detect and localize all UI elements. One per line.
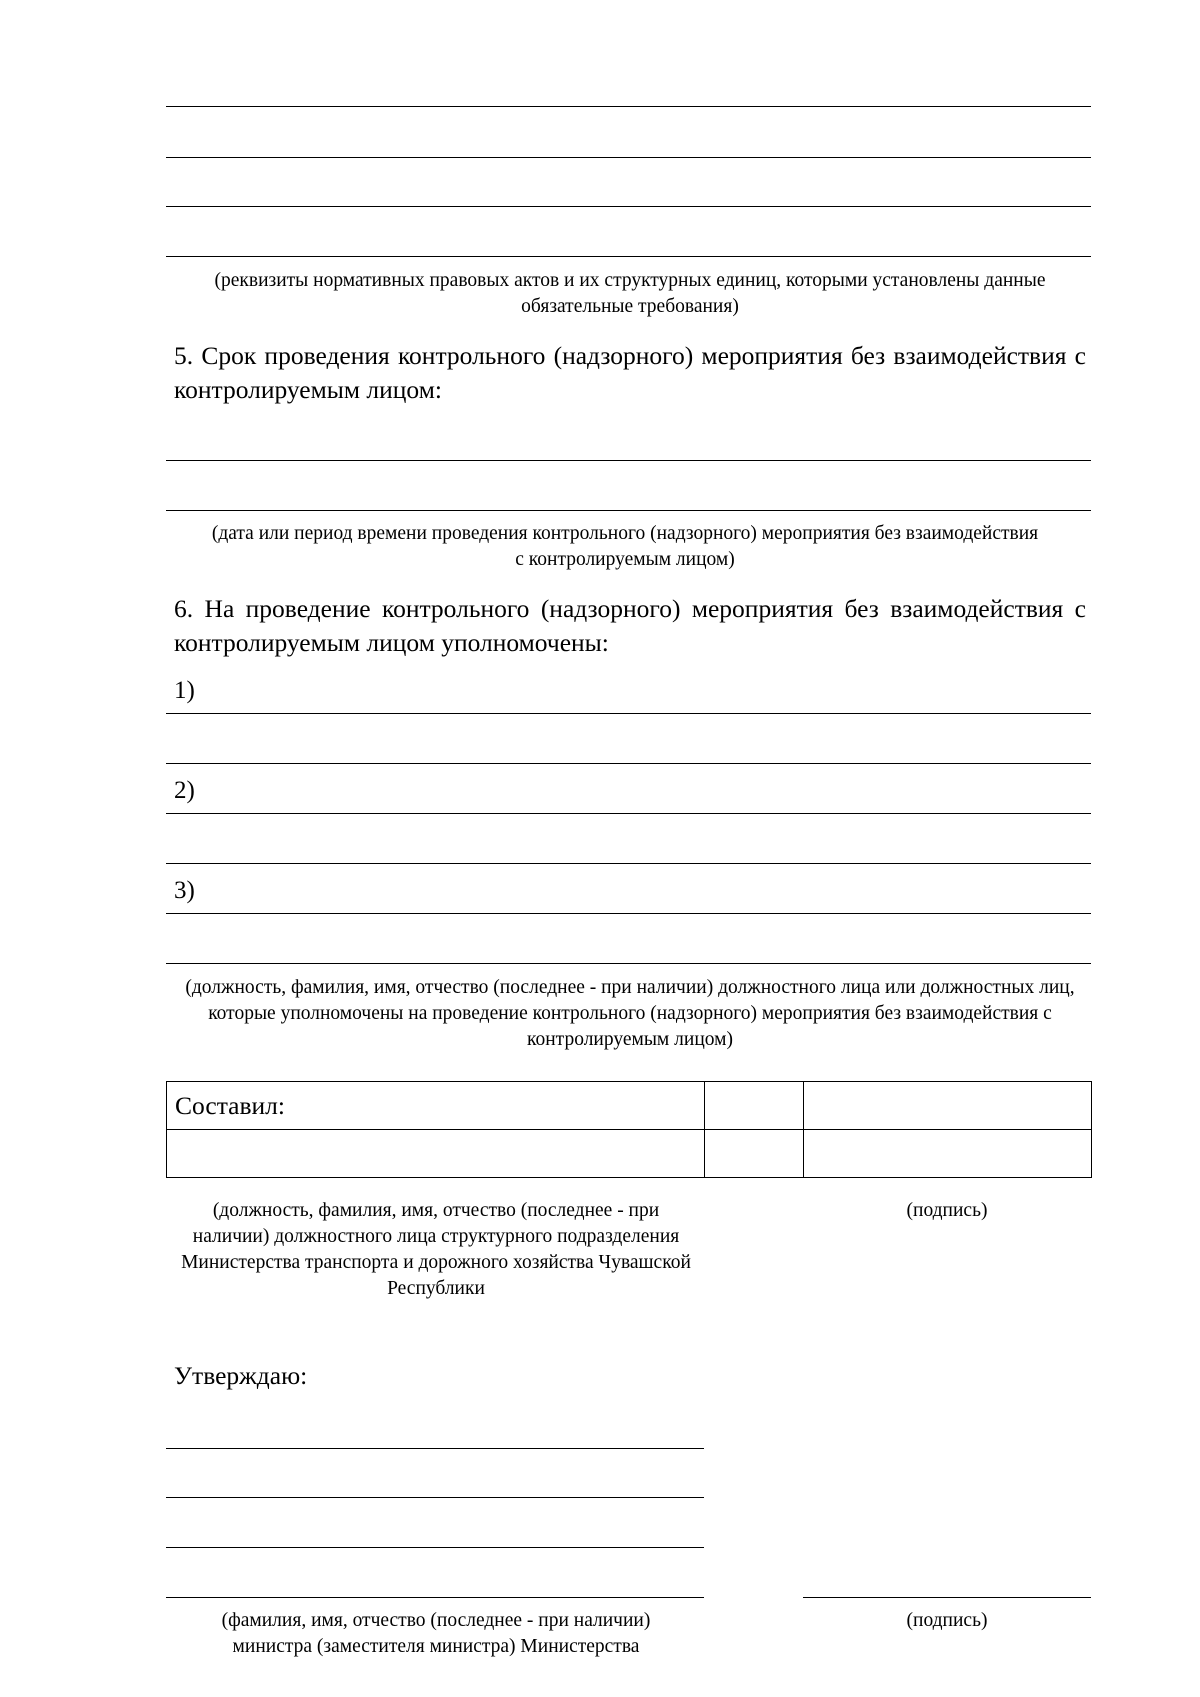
- authorized-item-3-number: 3): [174, 877, 195, 904]
- blank-line[interactable]: [166, 157, 1091, 158]
- approve-label: Утверждаю:: [174, 1361, 308, 1390]
- compiled-cell[interactable]: [705, 1130, 804, 1178]
- blank-line[interactable]: [166, 106, 1091, 107]
- compiled-cell[interactable]: [804, 1082, 1092, 1130]
- section-5-heading: 5. Срок проведения контрольного (надзорного) мероприятия без взаимодействия с контролируемым лицом:: [174, 341, 1086, 404]
- section-6-heading: 6. На проведение контрольного (надзорного) мероприятия без взаимодействия с контролируемым лицом уполномочены:: [174, 594, 1086, 657]
- blank-line[interactable]: [166, 713, 1091, 714]
- blank-line[interactable]: [166, 1448, 704, 1449]
- compiled-position-caption: (должность, фамилия, имя, отчество (последнее - при наличии) должностного лица структурного подразделения Министерства транспорта и дорожного хозяйства Чувашской Республики: [181, 1200, 691, 1299]
- signature-line[interactable]: [803, 1597, 1091, 1598]
- compiled-position-cell[interactable]: [167, 1130, 705, 1178]
- authorized-item-1-number: 1): [174, 677, 195, 704]
- compiled-by-table: [166, 1081, 1092, 1178]
- blank-line[interactable]: [166, 913, 1091, 914]
- compiled-cell[interactable]: [705, 1082, 804, 1130]
- approve-signature-caption: (подпись): [906, 1610, 988, 1631]
- blank-line[interactable]: [166, 963, 1091, 964]
- blank-line[interactable]: [166, 763, 1091, 764]
- compiled-signature-cell[interactable]: [804, 1130, 1092, 1178]
- approve-name-caption: (фамилия, имя, отчество (последнее - при наличии) министра (заместителя министра) Министерства: [221, 1610, 651, 1657]
- blank-line[interactable]: [166, 460, 1091, 461]
- blank-line[interactable]: [166, 256, 1091, 257]
- blank-line[interactable]: [166, 206, 1091, 207]
- requisites-caption: (реквизиты нормативных правовых актов и их структурных единиц, которыми установлены данные обязательные требования): [214, 270, 1046, 317]
- blank-line[interactable]: [166, 863, 1091, 864]
- blank-line[interactable]: [166, 1597, 704, 1598]
- blank-line[interactable]: [166, 510, 1091, 511]
- date-caption: (дата или период времени проведения контрольного (надзорного) мероприятия без взаимодействия с контролируемым лицом): [211, 523, 1039, 570]
- compiled-signature-caption: (подпись): [906, 1200, 988, 1221]
- compiled-label: Составил:: [167, 1082, 705, 1130]
- officials-caption: (должность, фамилия, имя, отчество (последнее - при наличии) должностного лица или должностных лиц, которые уполномочены на проведение контрольного (надзорного) мероприятия без взаимодействия с контролируемым лицом): [185, 977, 1075, 1050]
- authorized-item-2-number: 2): [174, 777, 195, 804]
- blank-line[interactable]: [166, 1497, 704, 1498]
- blank-line[interactable]: [166, 1547, 704, 1548]
- blank-line[interactable]: [166, 813, 1091, 814]
